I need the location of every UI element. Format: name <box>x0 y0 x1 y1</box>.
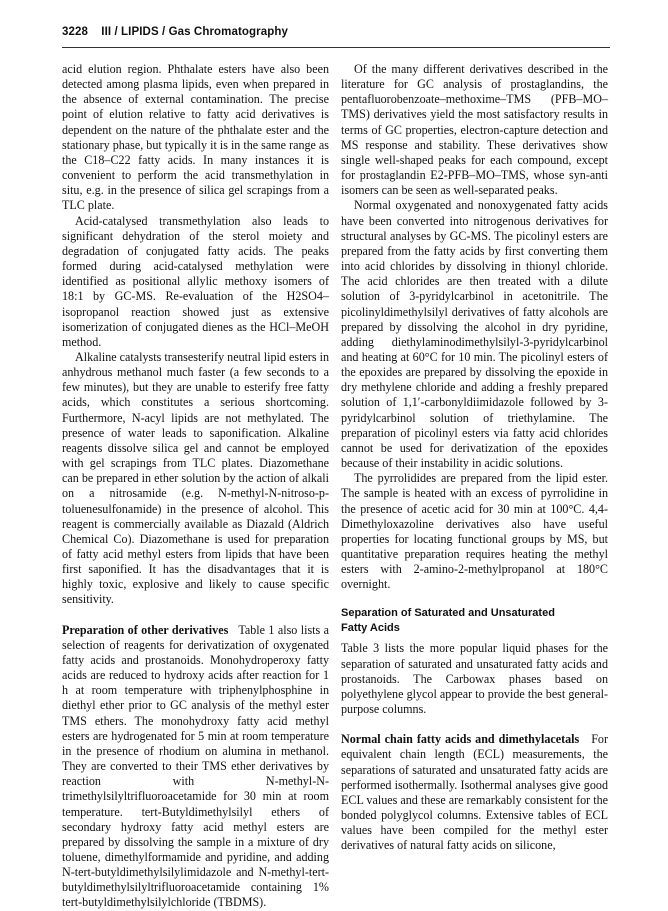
paragraph-body: For equivalent chain length (ECL) measurements, the separations of saturated and unsaturated fatty acids are performed isothermally. Isothermal analyses give good ECL values and these are remarkably consistent for the bonded polyglycol columns. Extensive tables of ECL values have been compiled for the methyl ester derivatives of natural fatty acids on silicone, <box>341 732 608 853</box>
paragraph: Normal oxygenated and nonoxygenated fatty acids have been converted into nitrogenous derivatives for structural analyses by GC-MS. The picolinyl esters are prepared from the fatty acids by first converting them into acid chlorides by dissolving in thionyl chloride. The acid chlorides are then treated with a dilute solution of 3-pyridylcarbinol in acetonitrile. The picolinyldimethylsilyl derivatives of fatty alcohols are prepared by dissolving the alcohol in dry pyridine, adding diethylaminodimethylsilyl-3-pyridylcarbinol and heating at 60°C for 10 min. The picolinyl esters of the epoxides are prepared by dissolving the epoxide in dry methylene chloride and adding a freshly prepared solution of 1,1′-carbonyldiimidazole followed by 3-pyridylcarbinol solution of triethylamine. The preparation of picolinyl esters via fatty acid chlorides cannot be used for derivatization of the epoxides because of their instability in acidic solutions. <box>341 198 608 471</box>
run-in-heading: Normal chain fatty acids and dimethylacetals <box>341 732 580 747</box>
paragraph: acid elution region. Phthalate esters have also been detected among plasma lipids, even when prepared in the absence of external contamination. The precise point of elution relative to fatty acid derivatives is dependent on the nature of the phthalate ester and the stationary phase, but typically it is in the same range as the C18–C22 fatty acids. In many instances it is convenient to perform the acid transmethylation in situ, e.g. in the presence of silica gel scrapings from a TLC plate. <box>62 62 330 213</box>
left-column <box>62 62 329 911</box>
paragraph: Table 3 lists the more popular liquid phases for the separation of saturated and unsaturated fatty acids and prostanoids. The Carbowax phases based on polyethylene glycol appear to provide the best general-purpose columns. <box>341 641 608 717</box>
paragraph-body: Table 1 also lists a selection of reagents for derivatization of oxygenated fatty acids and prostanoids. Monohydroperoxy fatty acids are reduced to hydroxy acids after reaction for 1 h at room temperature with triphenylphosphine in diethyl ether prior to GC analysis of the methyl ester TMS ethers. The monohydroxy fatty acid methyl esters are hydrogenated for 5 min at room temperature in the presence of rhodium on alumina in methanol. They are converted to their TMS ether derivatives by reaction with N-methyl-N-trimethylsilyltrifluoroacetamide for 30 min at room temperature. tert-Butyldimethylsilyl ethers of secondary hydroxy fatty acid methyl esters are prepared by dissolving the sample in a mixture of dry toluene, dimethylformamide and pyridine, and adding N-tert-butyldimethylsilylimidazole and N-methyl-tert-butyldimethylsilyltrifluoroacetamide containing 1% tert-butyldimethylsilylchloride (TBDMS). <box>62 622 330 910</box>
paragraph: The pyrrolidides are prepared from the lipid ester. The sample is heated with an excess of pyrrolidine in the presence of acetic acid for 30 min at 100°C. 4,4-Dimethyloxazoline derivatives also have useful properties for locating functional groups by MS, but quantitative preparation requires heating the methyl esters with 2-amino-2-methylpropanol at 180°C overnight. <box>341 471 608 592</box>
run-in-heading: Preparation of other derivatives <box>62 622 229 637</box>
header-rule <box>62 47 610 48</box>
section-heading-line: Fatty Acids <box>341 621 400 634</box>
running-header <box>62 26 610 44</box>
paragraph: Acid-catalysed transmethylation also leads to significant dehydration of the sterol moiety and degradation of conjugated fatty acids. The peaks formed during acid-catalysed methylation were identified as positional allylic methoxy isomers of 18:1 by GC-MS. Re-evaluation of the H2SO4–isopropanol reaction showed just as extensive isomerization of conjugated dienes as the HCl–MeOH method. <box>62 213 329 349</box>
running-title: III / LIPIDS / Gas Chromatography <box>101 26 288 38</box>
section-heading <box>341 606 608 635</box>
paragraph: Alkaline catalysts transesterify neutral lipid esters in anhydrous methanol much faster (a few seconds to a few minutes), but they are unable to esterify free fatty acids, which constitutes a serious shortcoming. Furthermore, N-acyl lipids are not methylated. The presence of water leads to saponification. Alkaline reagents dissolve silica gel and cannot be employed with gel scrapings from TLC plates. Diazomethane can be prepared in ether solution by the action of alkali on a nitrosamide (e.g. N-methyl-N-nitroso-p-toluenesulfonamide) in the presence of alcohol. This reagent is commercially available as Diazald (Aldrich Chemical Co). Diazomethane is used for preparation of fatty acid methyl esters from lipids that have been first saponified. It has the disadvantages that it is highly toxic, explosive and likely to cause specific sensitivity. <box>62 349 329 607</box>
paragraph <box>62 623 329 911</box>
paragraph <box>341 732 608 853</box>
section-heading-line: Separation of Saturated and Unsaturated <box>341 607 555 620</box>
page-number: 3228 <box>62 26 88 38</box>
right-column <box>341 62 608 854</box>
paragraph: Of the many different derivatives described in the literature for GC analysis of prostaglandins, the pentafluorobenzoate–methoxime–TMS (PFB–MO–TMS) derivatives yield the most satisfactory results in terms of GC properties, electron-capture detection and MS response and stability. These derivatives show single well-shaped peaks for each compound, except for prostaglandin E2-PFB–MO–TMS, whose syn-anti isomers can be seen as well-separated peaks. <box>341 62 608 198</box>
